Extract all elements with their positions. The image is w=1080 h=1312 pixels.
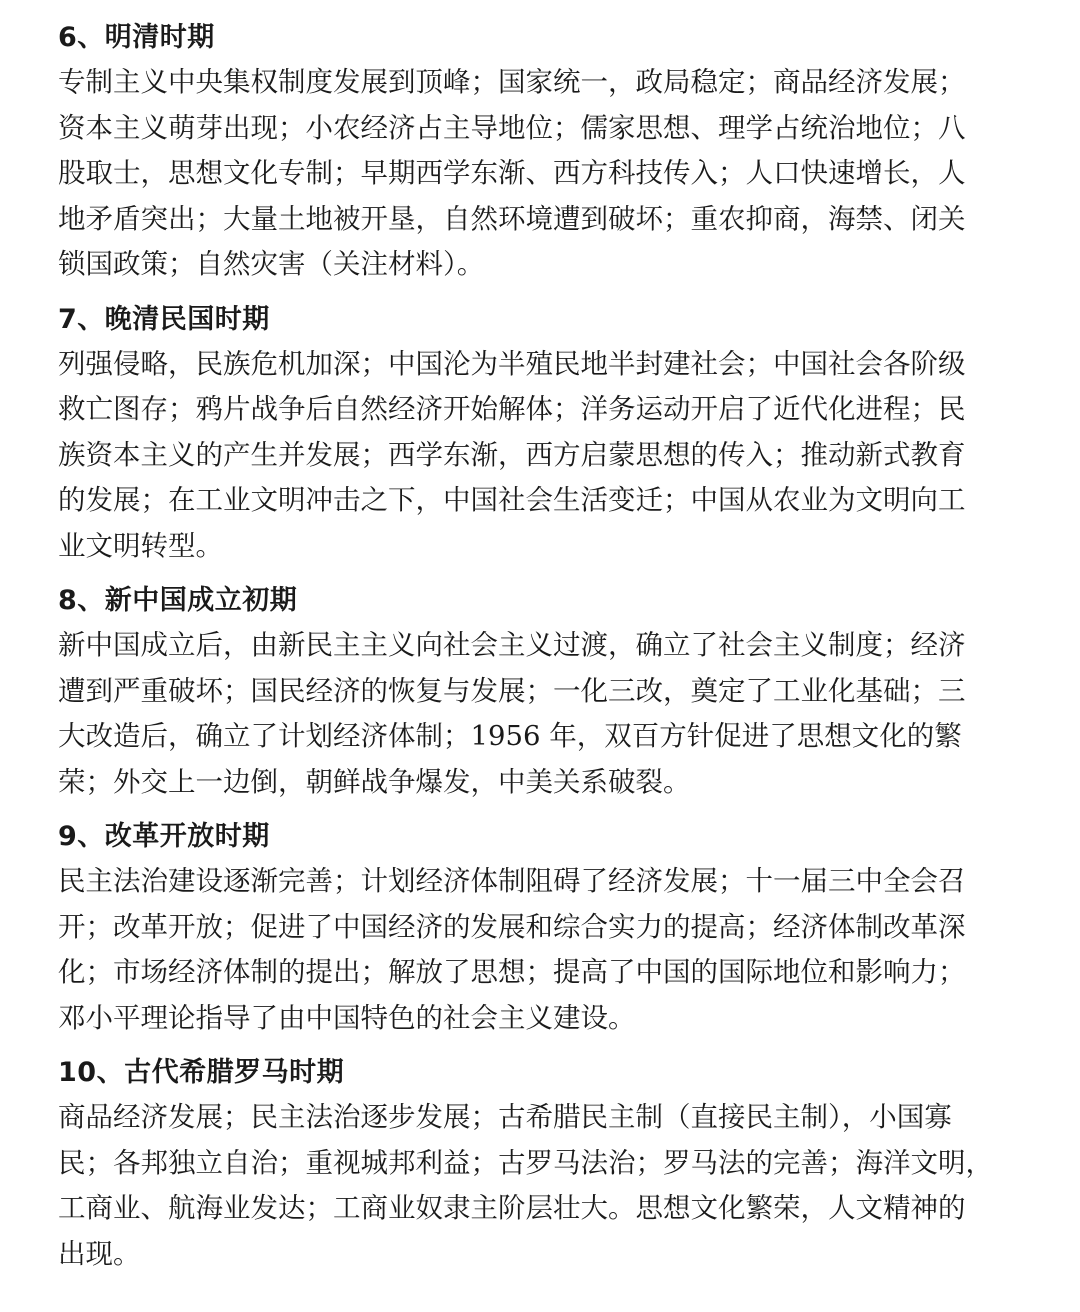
body-line: 列强侵略，民族危机加深；中国沦为半殖民地半封建社会；中国社会各阶级 (58, 347, 966, 380)
body-line: 商品经济发展；民主法治逐步发展；古希腊民主制（直接民主制），小国寡 (58, 1101, 952, 1133)
section-reform-opening (58, 817, 1022, 1041)
body-line: 股取士，思想文化专制；早期西学东渐、西方科技传入；人口快速增长，人 (58, 157, 966, 189)
section-greece-rome (58, 1053, 1022, 1277)
body-line: 荣；外交上一边倒，朝鲜战争爆发，中美关系破裂。 (58, 765, 691, 798)
body-line: 大改造后，确立了计划经济体制；1956 年，双百方针促进了思想文化的繁 (58, 720, 962, 752)
body-line: 邓小平理论指导了由中国特色的社会主义建设。 (58, 1001, 636, 1034)
section-late-qing-republic (58, 300, 1022, 570)
body-line: 民主法治建设逐渐完善；计划经济体制阻碍了经济发展；十一届三中全会召 (58, 865, 966, 897)
section-title: 6、明清时期 (58, 22, 215, 53)
body-line: 民；各邦独立自治；重视城邦利益；古罗马法治；罗马法的完善；海洋文明， (58, 1146, 993, 1179)
body-line: 资本主义萌芽出现；小农经济占主导地位；儒家思想、理学占统治地位；八 (58, 111, 966, 144)
body-line: 地矛盾突出；大量土地被开垦，自然环境遭到破坏；重农抑商，海禁、闭关 (58, 202, 966, 235)
section-title: 10、古代希腊罗马时期 (58, 1057, 345, 1088)
body-line: 族资本主义的产生并发展；西学东渐，西方启蒙思想的传入；推动新式教育 (58, 438, 966, 471)
body-line: 新中国成立后，由新民主主义向社会主义过渡，确立了社会主义制度；经济 (58, 629, 966, 661)
section-title: 8、新中国成立初期 (58, 585, 298, 616)
body-line: 业文明转型。 (58, 529, 223, 562)
section-ming-qing (58, 18, 1022, 288)
body-line: 锁国政策；自然灾害（关注材料）。 (58, 248, 485, 280)
body-line: 专制主义中央集权制度发展到顶峰；国家统一，政局稳定；商品经济发展； (58, 66, 966, 98)
body-line: 遭到严重破坏；国民经济的恢复与发展；一化三改，奠定了工业化基础；三 (58, 674, 966, 707)
body-line: 工商业、航海业发达；工商业奴隶主阶层壮大。思想文化繁荣，人文精神的 (58, 1192, 966, 1224)
body-line: 化；市场经济体制的提出；解放了思想；提高了中国的国际地位和影响力； (58, 956, 966, 988)
section-title: 9、改革开放时期 (58, 821, 270, 852)
body-line: 救亡图存；鸦片战争后自然经济开始解体；洋务运动开启了近代化进程；民 (58, 393, 966, 425)
section-early-prc (58, 581, 1022, 805)
section-title: 7、晚清民国时期 (58, 303, 270, 335)
body-line: 开；改革开放；促进了中国经济的发展和综合实力的提高；经济体制改革深 (58, 910, 966, 943)
body-line: 的发展；在工业文明冲击之下，中国社会生活变迁；中国从农业为文明向工 (58, 484, 966, 516)
body-line: 出现。 (58, 1237, 141, 1270)
